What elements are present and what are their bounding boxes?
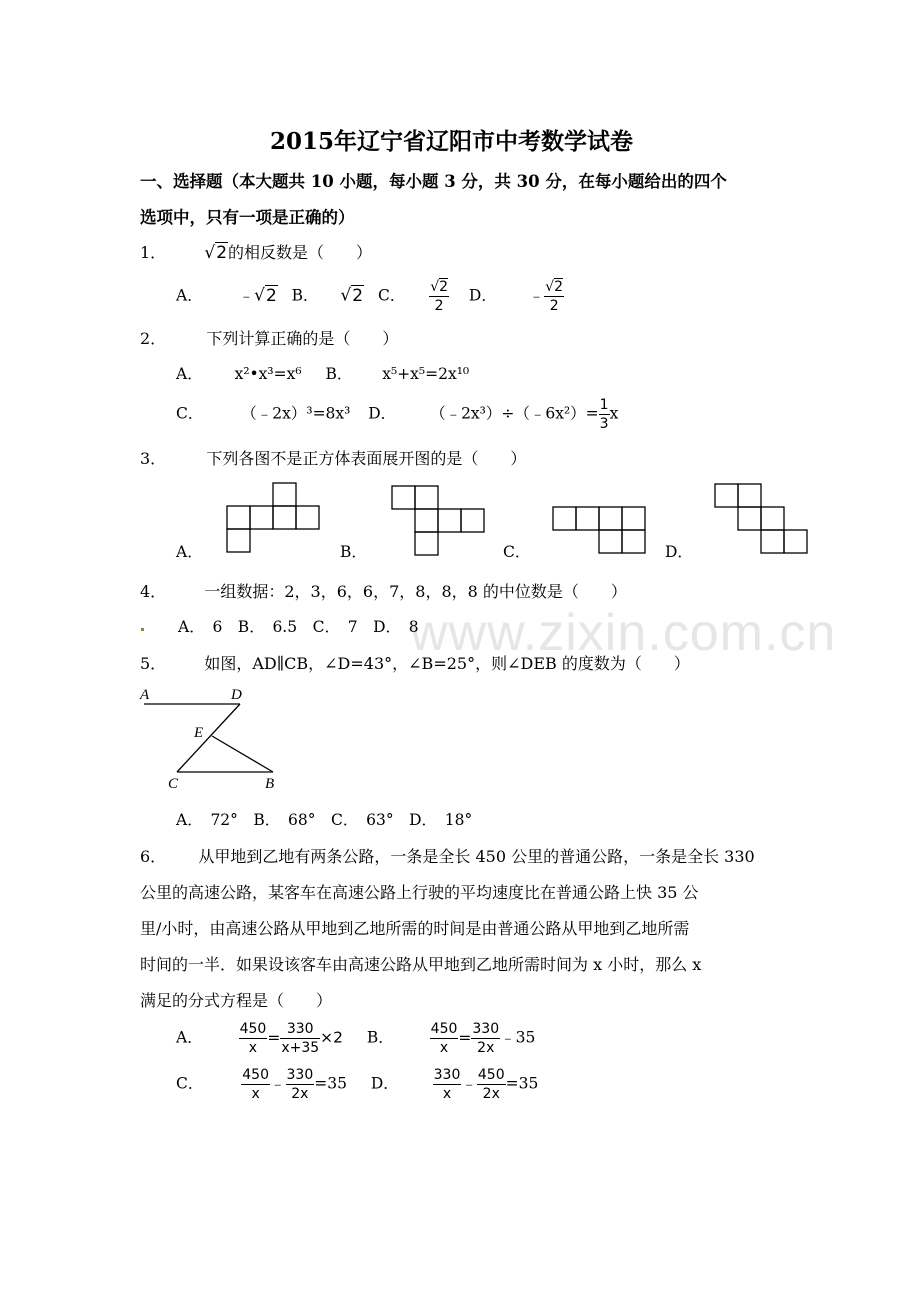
question-number: 2． [140,329,167,348]
net-c [553,507,645,553]
question-6-line2: 公里的高速公路，某客车在高速公路上行驶的平均速度比在普通公路上快 35 公 [140,883,699,902]
option-d-sign: ﹣ [528,286,545,305]
question-5 [140,651,690,674]
question-6-options-row2: C． $\frac{450}{x}$ ﹣ $\frac{330}{2x}$ =35 D． $\frac{330}{x}$ ﹣ $\frac{450}{2x}$ =35 [176,1067,539,1102]
option-c-label: C． [176,1074,204,1093]
question-3 [140,446,526,469]
question-2-options-row2 [176,396,618,433]
option-c-text: （﹣2x）³=8x³ [241,404,351,423]
option-b-value: √2 [340,285,364,306]
net-b-label: B． [340,543,367,561]
option-a-text: x²•x³=x⁶ [234,365,302,383]
question-4 [140,579,627,602]
point-b-label: B [265,776,275,792]
option-d-tail: x [609,404,619,423]
option-a-sign: ﹣ [238,286,255,305]
question-stem: 一组数据：2，3，6，6，7，8，8，8 的中位数是（ ） [204,582,627,601]
question-stem: 下列各图不是正方体表面展开图的是（ ） [206,449,527,468]
green-dot [141,628,144,631]
page-title: 2015年辽宁省辽阳市中考数学试卷 [270,128,634,155]
question-6-line3: 里/小时，由高速公路从甲地到乙地所需的时间是由普通公路从甲地到乙地所需 [140,919,690,938]
option-d-text: （﹣2x³）÷（﹣6x²）= [430,404,599,423]
question-number: 4． [140,582,167,601]
question-number: 3． [140,449,167,468]
option-b-text: x⁵+x⁵=2x¹⁰ [382,365,470,383]
option-a-label: A． [176,286,203,305]
point-e-label: E [194,725,204,741]
option-d-label: D． [370,1074,399,1093]
option-b-label: B． [325,365,353,383]
section-heading-line2: 选项中，只有一项是正确的） [140,208,355,227]
option-d-label: D． [468,286,497,305]
net-c-label: C． [503,543,531,561]
question-6-line5: 满足的分式方程是（ ） [140,991,333,1010]
option-b-label: B． [366,1028,394,1047]
question-6-line4: 时间的一半．如果设该客车由高速公路从甲地到乙地所需时间为 x 小时，那么 x [140,955,702,974]
option-a-value: √2 [254,285,277,306]
option-d-value: $\frac{√2}{2}$ [545,279,564,314]
option-b-label: B． [291,286,319,305]
section-heading-line1: 一、选择题（本大题共 10 小题，每小题 3 分，共 30 分，在每小题给出的四个 [140,172,727,191]
question-6-line1: 6． 从甲地到乙地有两条公路，一条是全长 450 公里的普通公路，一条是全长 330 [140,847,755,866]
question-stem: 的相反数是（ ） [228,243,373,262]
net-b [392,486,484,555]
option-c-value: $\frac{√2}{2}$ [430,279,449,314]
question-6-options-row1: A． $\frac{450}{x}$ = $\frac{330}{x+35}$ ×2 B． $\frac{450}{x}$ = $\frac{330}{2x}$ ﹣35 [176,1021,536,1056]
point-d-label: D [231,687,242,703]
question-2 [140,326,398,349]
option-c-label: C． [377,286,406,305]
point-c-label: C [168,776,179,792]
cube-nets-figure [0,470,920,570]
geometry-figure [130,680,300,795]
question-2-options-row1 [176,362,469,384]
option-d-fraction: $\frac{1}{3}$ [599,397,609,432]
question-number: 6． [140,847,167,866]
net-a [227,483,319,552]
point-a-label: A [140,687,150,703]
question-4-options: A． 6 B． 6.5 C． 7 D． 8 [178,618,419,636]
question-number: 5． [140,654,167,673]
question-number: 1． [140,243,167,262]
option-d-label: D． [368,404,397,423]
question-stem: 如图，AD∥CB，∠D=43°，∠B=25°，则∠DEB 的度数为（ ） [204,654,690,673]
watermark: www.zixin.com.cn [410,604,837,662]
question-stem: 下列计算正确的是（ ） [206,329,399,348]
net-d [715,484,807,553]
question-5-options: A． 72° B． 68° C． 63° D． 18° [176,811,473,829]
question-1 [140,240,372,263]
option-c-label: C． [176,404,204,423]
question-1-options [176,278,564,315]
sqrt-expression: √2 [204,243,228,263]
net-a-label: A． [176,543,203,561]
option-a-label: A． [176,1028,203,1047]
net-d-label: D． [665,543,693,561]
option-a-label: A． [176,365,203,383]
